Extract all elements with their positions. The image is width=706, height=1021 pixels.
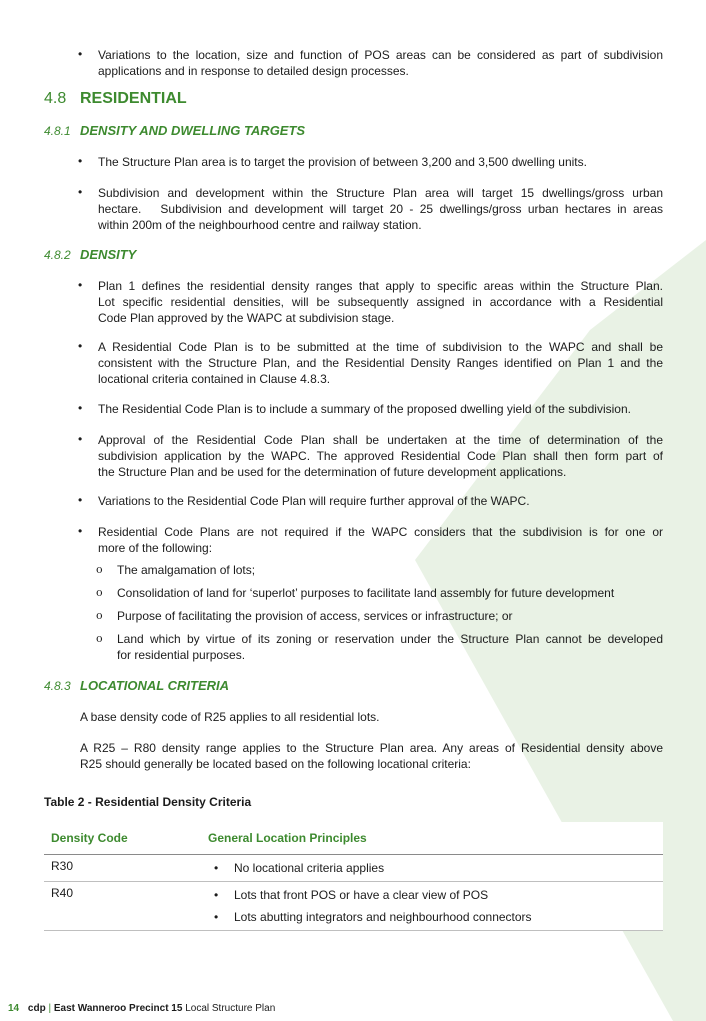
bullet-482-2 (98, 339, 663, 387)
text-line: A R25 – R80 density range applies to the Structure Plan area. Any areas of Residential density above (80, 741, 663, 755)
table-header-row (44, 822, 663, 855)
bullet-marker: • (78, 401, 83, 415)
sub-bullet-marker: o (96, 586, 103, 599)
text-line: Lot specific residential densities, will be subsequently assigned in accordance with a Residential (98, 295, 663, 309)
sub-bullet-marker: o (96, 563, 103, 576)
subsection-title-481: DENSITY AND DWELLING TARGETS (80, 123, 306, 138)
bullet-marker: • (78, 339, 83, 353)
text-line: Plan 1 defines the residential density ranges that apply to specific areas within the Structure Plan. (98, 279, 663, 293)
footer-brand: cdp (27, 1003, 46, 1014)
bullet-marker: • (78, 432, 83, 446)
text-line: The Structure Plan area is to target the provision of between 3,200 and 3,500 dwelling units. (98, 155, 587, 169)
principles-cell (201, 882, 663, 931)
bullet-482-6 (98, 524, 663, 556)
density-code-cell: R30 (44, 855, 201, 882)
text-line: A Residential Code Plan is to be submitted at the time of subdivision to the WAPC and shall be (98, 340, 663, 354)
bullet-marker: • (214, 910, 219, 924)
bullet-482-4 (98, 432, 663, 480)
text-line: Subdivision and development within the Structure Plan area will target 15 dwellings/gross urban (98, 186, 663, 200)
footer-separator: | (48, 1003, 52, 1014)
principles-cell (201, 855, 663, 882)
text-line: A base density code of R25 applies to all residential lots. (80, 710, 380, 724)
sub-item-2 (117, 585, 663, 601)
paragraph-density-range (80, 740, 663, 772)
text-line: consistent with the Structure Plan, and the Residential Density Ranges identified on Plan 1 and the (98, 356, 663, 370)
text-line: Land which by virtue of its zoning or reservation under the Structure Plan cannot be developed (117, 632, 663, 646)
bullet-marker: • (78, 278, 83, 292)
bullet-marker: • (214, 861, 219, 875)
text-line: subdivision application by the WAPC. The approved Residential Code Plan shall then form part of (98, 449, 663, 463)
text-line: Code Plan approved by the WAPC at subdivision stage. (98, 311, 395, 325)
sub-item-3 (117, 608, 663, 624)
bullet-481-1 (98, 154, 663, 170)
principle-item (208, 886, 663, 904)
text-line: the Structure Plan and be used for the determination of future development applications. (98, 465, 567, 479)
bullet-482-5 (98, 493, 663, 509)
principle-text: Lots abutting integrators and neighbourhood connectors (234, 910, 532, 924)
table-row (44, 855, 663, 882)
footer-doc-type: Local Structure Plan (185, 1003, 276, 1014)
bullet-marker: • (78, 185, 83, 199)
column-header-location-principles: General Location Principles (201, 822, 663, 855)
section-title: RESIDENTIAL (80, 90, 187, 107)
subsection-number-481: 4.8.1 (44, 124, 71, 138)
subsection-title-483: LOCATIONAL CRITERIA (80, 678, 230, 693)
text-line: hectare. Subdivision and development will target 20 - 25 dwellings/gross urban hectares in areas (98, 202, 663, 216)
text-line: more of the following: (98, 541, 213, 555)
text-line: applications and in response to detailed design processes. (98, 64, 409, 78)
bullet-481-2 (98, 185, 663, 233)
text-line: for residential purposes. (117, 648, 246, 662)
subsection-title-482: DENSITY (80, 247, 137, 262)
text-line: Residential Code Plans are not required if the WAPC considers that the subdivision is for one or (98, 525, 663, 539)
footer-project: East Wanneroo Precinct 15 (53, 1003, 183, 1014)
text-line: Approval of the Residential Code Plan shall be undertaken at the time of determination of the (98, 433, 663, 447)
text-line: locational criteria contained in Clause 4.8.3. (98, 372, 331, 386)
principle-item (208, 908, 663, 926)
bullet-marker: • (78, 154, 83, 168)
sub-bullet-marker: o (96, 632, 103, 645)
bullet-marker: • (78, 47, 83, 61)
text-line: within 200m of the neighbourhood centre and railway station. (98, 218, 422, 232)
subsection-number-483: 4.8.3 (44, 679, 71, 693)
sub-item-4 (117, 631, 663, 663)
paragraph-base-density (80, 709, 663, 725)
density-code-cell: R40 (44, 882, 201, 931)
text-line: R25 should generally be located based on the following locational criteria: (80, 757, 471, 771)
bullet-marker: • (78, 524, 83, 538)
text-line: Variations to the Residential Code Plan will require further approval of the WAPC. (98, 494, 530, 508)
principle-text: Lots that front POS or have a clear view of POS (234, 888, 489, 902)
table-caption: Table 2 - Residential Density Criteria (44, 795, 252, 809)
text-line: The Residential Code Plan is to include a summary of the proposed dwelling yield of the subdivision. (98, 402, 631, 416)
density-criteria-table (44, 822, 663, 931)
text-line: Consolidation of land for ‘superlot’ purposes to facilitate land assembly for future development (117, 586, 615, 600)
text-line: Purpose of facilitating the provision of access, services or infrastructure; or (117, 609, 513, 623)
footer-page-number: 14 (8, 1003, 20, 1014)
table-row (44, 882, 663, 931)
page-footer (8, 1003, 275, 1014)
bullet-482-1 (98, 278, 663, 326)
subsection-number-482: 4.8.2 (44, 248, 71, 262)
principle-item (208, 859, 663, 877)
sub-bullet-marker: o (96, 609, 103, 622)
principle-text: No locational criteria applies (234, 861, 385, 875)
column-header-density-code: Density Code (44, 822, 201, 855)
intro-bullet-text (98, 47, 663, 79)
sub-item-1 (117, 562, 663, 578)
text-line: Variations to the location, size and function of POS areas can be considered as part of subdivision (98, 48, 663, 62)
bullet-marker: • (214, 888, 219, 902)
bullet-marker: • (78, 493, 83, 507)
bullet-482-3 (98, 401, 663, 417)
text-line: The amalgamation of lots; (117, 563, 256, 577)
section-number: 4.8 (44, 90, 67, 107)
